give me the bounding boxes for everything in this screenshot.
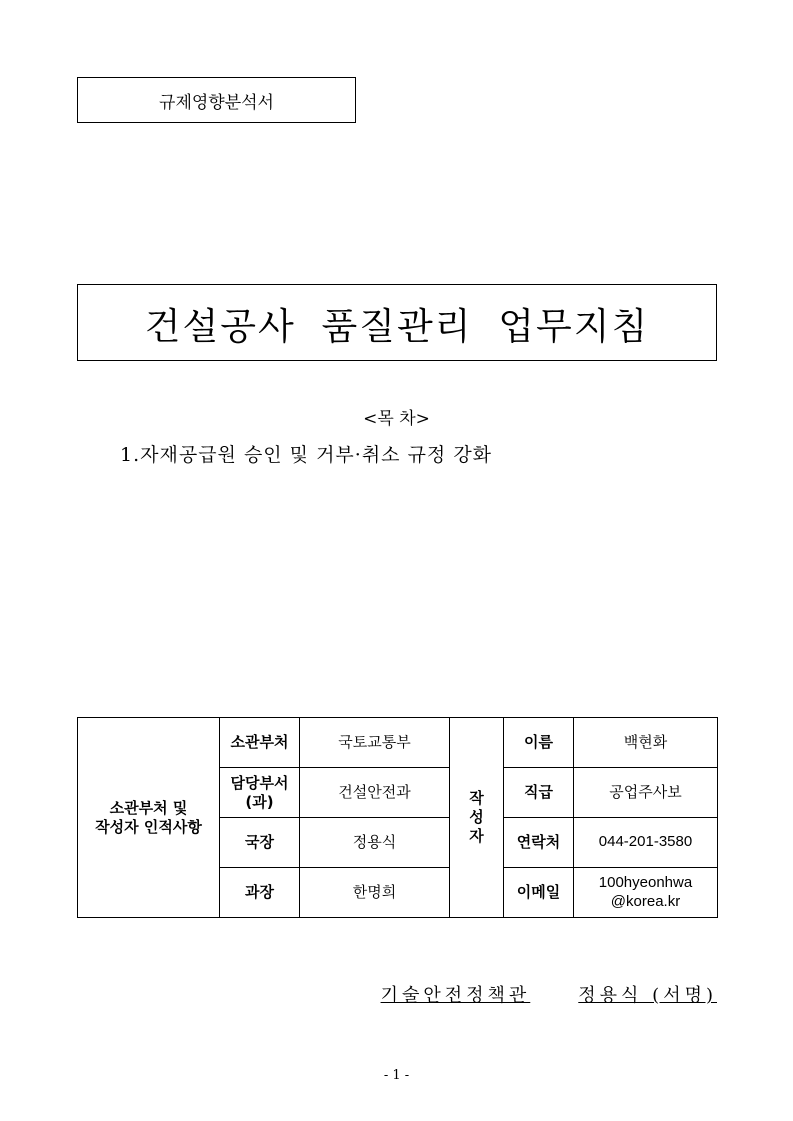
toc-item: 1.자재공급원 승인 및 거부·취소 규정 강화 xyxy=(120,444,493,466)
position-value: 공업주사보 xyxy=(574,768,718,818)
page-number: - 1 - xyxy=(383,1068,410,1083)
author-label-char: 작 xyxy=(469,789,484,808)
author-label-char: 자 xyxy=(469,826,484,845)
author-label-char: 성 xyxy=(469,808,484,827)
position-label: 직급 xyxy=(504,768,574,818)
ministry-label: 소관부처 xyxy=(220,718,300,768)
author-info-table xyxy=(77,717,718,918)
director-value: 정용식 xyxy=(300,818,450,868)
signature-line xyxy=(381,981,717,1007)
contact-value: 044-201-3580 xyxy=(574,818,718,868)
name-label: 이름 xyxy=(504,718,574,768)
email-label: 이메일 xyxy=(504,868,574,918)
signatory-name: 정용식 (서명) xyxy=(578,985,717,1006)
department-label: 담당부서 (과) xyxy=(220,768,300,818)
ministry-value: 국토교통부 xyxy=(300,718,450,768)
contact-label: 연락처 xyxy=(504,818,574,868)
department-value: 건설안전과 xyxy=(300,768,450,818)
toc-heading: <목 차> xyxy=(363,409,430,429)
manager-value: 한명희 xyxy=(300,868,450,918)
document-type-box: 규제영향분석서 xyxy=(77,77,356,123)
director-label: 국장 xyxy=(220,818,300,868)
author-label xyxy=(450,718,504,918)
signatory-title: 기술안전정책관 xyxy=(380,985,531,1006)
document-title: 건설공사 품질관리 업무지침 xyxy=(77,284,717,361)
email-value: 100hyeonhwa @korea.kr xyxy=(574,868,718,918)
name-value: 백현화 xyxy=(574,718,718,768)
section-label: 소관부처 및 작성자 인적사항 xyxy=(78,718,220,918)
manager-label: 과장 xyxy=(220,868,300,918)
